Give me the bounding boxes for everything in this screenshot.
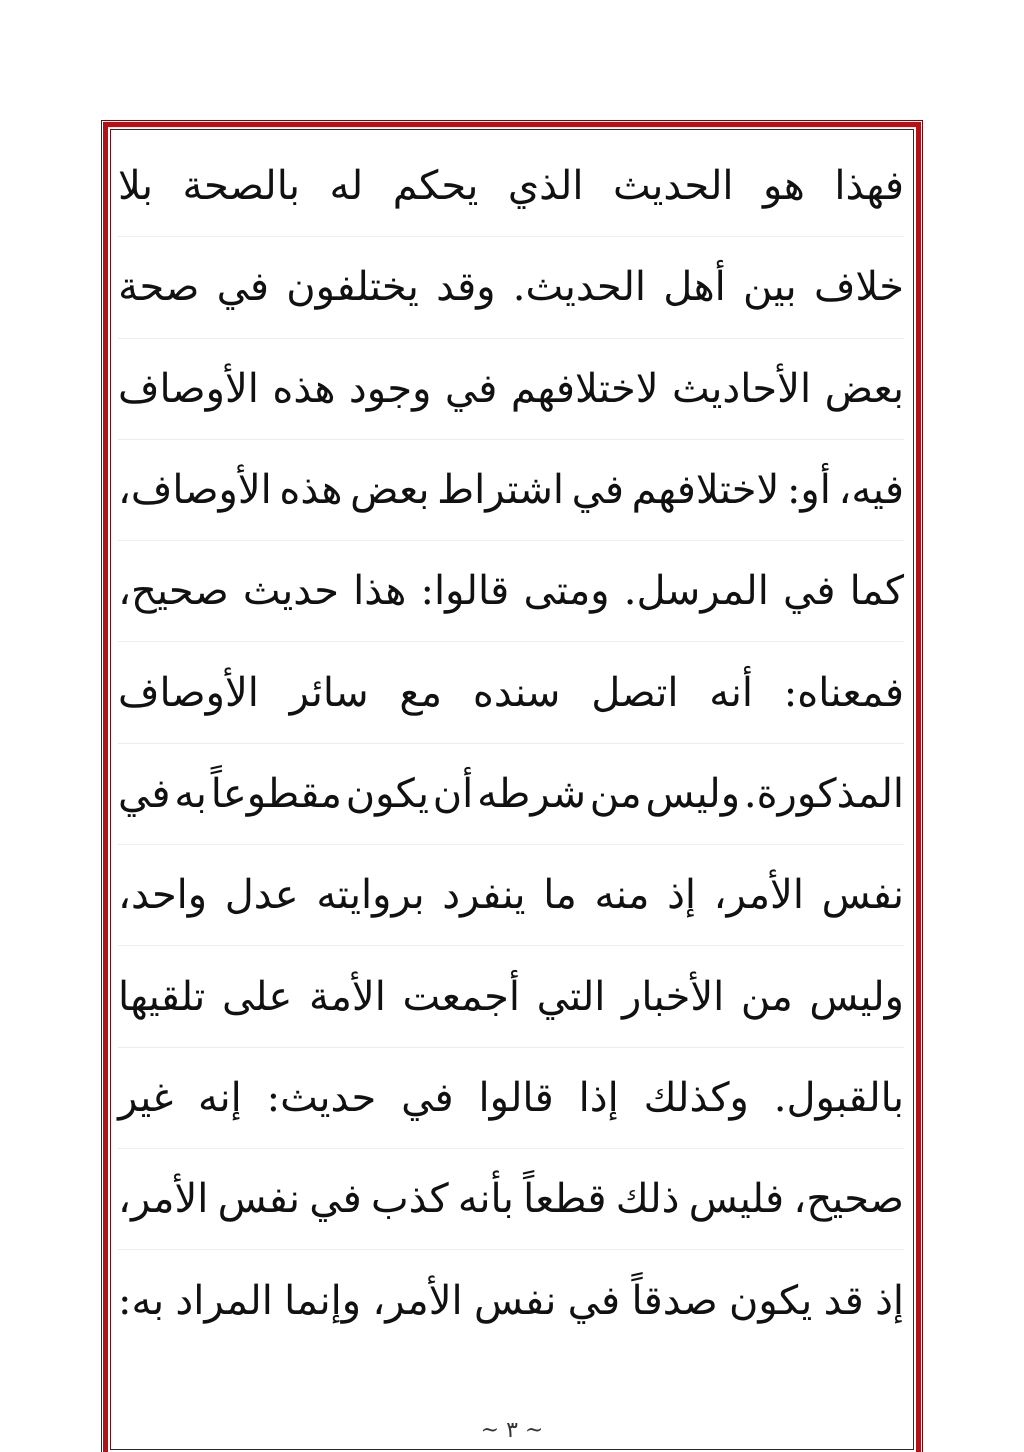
word: سائر [289, 669, 369, 716]
text-line [118, 440, 904, 541]
word: هذا [353, 568, 407, 615]
word: فمعناه: [783, 669, 904, 716]
word: الأوصاف [118, 669, 259, 716]
word: ما [543, 872, 577, 919]
text-line [118, 642, 904, 743]
word: الحديث. [512, 264, 647, 311]
word: إذا [578, 1074, 619, 1121]
word: إذ [875, 1277, 904, 1324]
word: فهذا [834, 163, 904, 210]
word: غير [118, 1074, 174, 1121]
word: يختلفون [286, 264, 419, 311]
word: بأنه [457, 1176, 514, 1223]
word: نفس [473, 1277, 557, 1324]
word: يكون [729, 1277, 813, 1324]
word: وليس [645, 770, 741, 817]
word: إذ [667, 872, 696, 919]
word: به [174, 770, 207, 817]
word: شرطه [477, 770, 586, 817]
word: ومتى [523, 568, 610, 615]
text-line [118, 946, 904, 1047]
word: قد [823, 1277, 864, 1324]
word: في [571, 467, 625, 514]
word: كما [849, 568, 904, 615]
word: ذلك [615, 1176, 680, 1223]
word: بالقبول. [773, 1074, 904, 1121]
word: صدقاً [631, 1277, 718, 1324]
word: ينفرد [442, 872, 526, 919]
word: قطعاً [523, 1176, 607, 1223]
word: في [118, 770, 171, 817]
text-line [118, 237, 904, 338]
word: على [221, 973, 293, 1020]
word: هذه [272, 365, 336, 412]
text-line [118, 744, 904, 845]
word: الأوصاف، [118, 467, 272, 514]
word: صحة [118, 264, 200, 311]
word: في [309, 1176, 362, 1223]
word: في [401, 1074, 454, 1121]
word: الحديث [613, 163, 734, 210]
word: وكذلك [643, 1074, 749, 1121]
word: مقطوعاً [210, 770, 342, 817]
word: حديث [242, 568, 339, 615]
word: اشتراط [437, 467, 564, 514]
word: فليس [688, 1176, 785, 1223]
word: بروايته [316, 872, 425, 919]
word: بين [743, 264, 797, 311]
word: في [783, 568, 836, 615]
word: خلاف [813, 264, 904, 311]
word: المذكورة. [743, 770, 904, 817]
word: الذي [507, 163, 584, 210]
text-line [118, 1048, 904, 1149]
word: من [589, 770, 642, 817]
word: في [216, 264, 270, 311]
word: من [740, 973, 793, 1020]
text-line [118, 136, 904, 237]
word: أهل [663, 264, 726, 311]
text-line [118, 1250, 904, 1351]
word: الأحاديث [672, 365, 812, 412]
word: هو [763, 163, 805, 210]
word: منه [594, 872, 650, 919]
word: بلا [118, 163, 154, 210]
word: صحيح، [118, 568, 229, 615]
word: الأوصاف [118, 365, 259, 412]
word: أجمعت [402, 973, 521, 1020]
word: قالوا: [420, 568, 510, 615]
word: إنه [198, 1074, 242, 1121]
word: عدل [224, 872, 299, 919]
word: وقد [436, 264, 496, 311]
word: هذه [279, 467, 343, 514]
word: وجود [348, 365, 432, 412]
word: مع [399, 669, 443, 716]
word: يحكم [392, 163, 479, 210]
text-line [118, 541, 904, 642]
word: الأخبار [622, 973, 725, 1020]
word: أنه [709, 669, 753, 716]
word: تلقيها [118, 973, 206, 1020]
word: الأمر، [713, 872, 804, 919]
word: حديث: [266, 1074, 377, 1121]
word: في [444, 365, 498, 412]
body-text [118, 136, 904, 1352]
word: يكون [345, 770, 429, 817]
word: فيه، [838, 467, 904, 514]
word: كذب [370, 1176, 449, 1223]
word: واحد، [118, 872, 208, 919]
word: به: [118, 1277, 165, 1324]
word: نفس [821, 872, 904, 919]
word: قالوا [478, 1074, 554, 1121]
word: نفس [217, 1176, 300, 1223]
word: أن [432, 770, 474, 817]
text-line [118, 1149, 904, 1250]
word: سنده [472, 669, 561, 716]
word: بعض [350, 467, 430, 514]
word: في [567, 1277, 621, 1324]
word: وإنما [284, 1277, 362, 1324]
word: لاختلافهم [510, 365, 659, 412]
word: الأمر، [372, 1277, 463, 1324]
text-line [118, 845, 904, 946]
word: اتصل [591, 669, 679, 716]
word: لاختلافهم [631, 467, 780, 514]
word: المرسل. [623, 568, 769, 615]
word: المراد [175, 1277, 273, 1324]
word: صحيح، [793, 1176, 904, 1223]
text-line [118, 339, 904, 440]
word: بالصحة [182, 163, 301, 210]
word: له [329, 163, 364, 210]
word: الأمر، [118, 1176, 209, 1223]
word: أو: [786, 467, 831, 514]
word: التي [536, 973, 606, 1020]
page-number: ~ ٣ ~ [480, 1418, 544, 1443]
word: بعض [824, 365, 904, 412]
word: وليس [809, 973, 904, 1020]
word: الأمة [309, 973, 386, 1020]
